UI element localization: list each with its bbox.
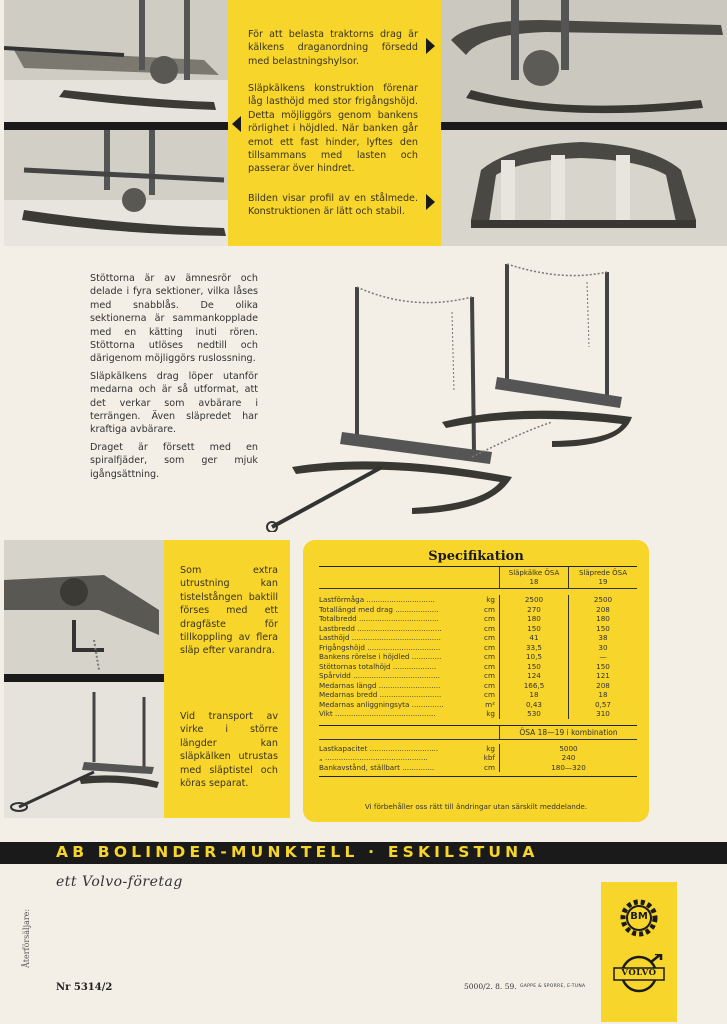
spec-unit: cm: [484, 690, 495, 699]
spec-label: Lastförmåga ..............................: [319, 595, 435, 604]
sled-main-illustration: [262, 252, 642, 532]
spec-label: Medarnas längd ...........................: [319, 680, 441, 690]
spec-table: [319, 566, 637, 777]
spec-value-osa19: 18: [568, 690, 637, 700]
spec-value-osa19: 310: [568, 709, 637, 719]
printer-name: GAPPE & SPORRE, E-TUNA: [520, 984, 586, 989]
spec-row: [319, 614, 637, 624]
spec-label: Totalbredd ...................................: [319, 614, 439, 623]
spec-label: Totallängd med drag ...................: [319, 604, 439, 614]
reseller-label: Återförsäljare:: [22, 908, 31, 968]
combo-row: [319, 753, 637, 763]
spec-unit: cm: [484, 671, 495, 680]
combo-label: Lastkapacitet ..............................: [319, 743, 439, 753]
spec-label: Lasthöjd .......................................: [319, 633, 441, 642]
photo-hitch-closeup: [4, 540, 164, 674]
spec-label: Frigångshöjd ................................: [319, 642, 441, 652]
spec-label: Vikt ............................................: [319, 709, 436, 718]
spec-unit: cm: [484, 661, 495, 671]
drawbar-paragraph: Släpkälkens drag löper utanför medarna och är så utformat, att det verkar som avbärare i terrängen. Även släpredet har kraftiga avbärare.: [90, 370, 258, 436]
combo-header: ÖSA 18—19 i kombination: [499, 726, 637, 739]
spec-label: Spårvidd ......................................: [319, 671, 440, 680]
arrow-right-icon: [426, 194, 435, 210]
spec-value-osa18: 0,43: [499, 700, 568, 710]
combo-unit: kbf: [483, 753, 495, 762]
spec-value-osa19: 121: [568, 671, 637, 681]
spec-unit: cm: [484, 614, 495, 623]
spec-label: Stöttornas totalhöjd ...................: [319, 661, 437, 671]
spec-value-osa19: 180: [568, 614, 637, 624]
middle-description: [90, 272, 258, 481]
spec-row: [319, 700, 637, 710]
spec-row: [319, 605, 637, 615]
spec-unit: kg: [486, 709, 495, 718]
hitch-illustration: [4, 540, 164, 674]
spec-label: Medarnas bredd ...........................: [319, 690, 442, 699]
sled-runner-illustration: [4, 130, 228, 246]
spec-value-osa18: 33,5: [499, 643, 568, 653]
spec-unit: cm: [484, 680, 495, 690]
steel-runner-profile-illustration: [441, 130, 727, 246]
photo-runner-closeup: [441, 0, 727, 122]
tagline: ett Volvo-företag: [56, 874, 183, 890]
spec-value-osa19: 2500: [568, 595, 637, 605]
trailer-text: Vid transport av virke i större längder kan släpkälken utrustas med släptistel och köras separat.: [180, 711, 278, 790]
spec-header-row: [319, 567, 637, 589]
volvo-logo-text: VOLVO: [621, 968, 657, 978]
divider-right: [441, 122, 727, 130]
spec-row: [319, 643, 637, 653]
company-banner: AB BOLINDER-MUNKTELL · ESKILSTUNA: [0, 842, 727, 864]
spec-unit: m²: [485, 699, 495, 709]
spec-label: Medarnas anliggningsyta ..............: [319, 699, 444, 709]
spec-row: [319, 671, 637, 681]
spec-value-osa19: 0,57: [568, 700, 637, 710]
arrow-left-icon: [232, 116, 241, 132]
top-yellow-panel: [228, 0, 441, 246]
spec-value-osa19: 208: [568, 681, 637, 691]
combo-header-row: [319, 726, 637, 740]
arrow-right-icon: [426, 38, 435, 54]
spec-row: [319, 709, 637, 719]
spec-value-osa18: 530: [499, 709, 568, 719]
sled-drawbar-illustration: [4, 0, 228, 122]
logo-panel: [601, 882, 677, 1022]
spec-value-osa18: 180: [499, 614, 568, 624]
combo-rows: [319, 740, 637, 778]
combo-value: 240: [499, 753, 637, 763]
print-info: 5000/2. 8. 59.: [464, 982, 517, 991]
spec-row: [319, 652, 637, 662]
spec-value-osa19: 30: [568, 643, 637, 653]
spec-unit: cm: [484, 623, 495, 633]
col1-header: Släpkälke ÖSA 18: [499, 567, 568, 588]
spec-value-osa18: 124: [499, 671, 568, 681]
spec-unit: cm: [484, 604, 495, 614]
spec-row: [319, 624, 637, 634]
top-text-1: För att belasta traktorns drag är kälkens draganordning försedd med belastningshylsor.: [248, 29, 418, 67]
runner-closeup-illustration: [441, 0, 727, 122]
spec-value-osa18: 41: [499, 633, 568, 643]
combo-unit: kg: [486, 743, 495, 753]
combo-value: 5000: [499, 744, 637, 754]
spec-value-osa18: 10,5: [499, 652, 568, 662]
spec-value-osa19: 38: [568, 633, 637, 643]
doc-number: Nr 5314/2: [56, 982, 113, 993]
divider-left: [4, 122, 228, 130]
photo-runner-lift: [4, 130, 228, 246]
combo-value: 180—320: [499, 763, 637, 773]
spec-value-osa18: 166,5: [499, 681, 568, 691]
spec-panel: [303, 540, 649, 822]
spec-value-osa18: 150: [499, 624, 568, 634]
spec-value-osa19: 150: [568, 662, 637, 672]
combo-row: [319, 744, 637, 754]
spec-label: Lastbredd .....................................: [319, 623, 442, 633]
spec-row: [319, 681, 637, 691]
lower-yellow-panel: [164, 540, 290, 818]
stanchion-paragraph: Stöttorna är av ämnesrör och delade i fyra sektioner, vilka låses med snabblås. De olika sektionerna är sammankopplade med en kätting inuti rören. Stöttorna utlöses nedtill och därigenom möjliggörs ruslossning.: [90, 273, 258, 365]
spec-value-osa18: 150: [499, 662, 568, 672]
col2-header: Släprede ÖSA 19: [568, 567, 637, 588]
spring-paragraph: Draget är försett med en spiralfjäder, som ger mjuk igångsättning.: [90, 441, 258, 480]
top-text-2: Släpkälkens konstruktion förenar låg lasthöjd med stor frigångshöjd. Detta möjliggörs genom bankens rörlighet i höjdled. När banken går emot ett fast hinder, lyftes den tillsammans med lasten och passerar över hindret.: [248, 83, 418, 175]
spec-label: Bankens rörelse i höjdled .............: [319, 652, 442, 661]
spec-value-osa18: 270: [499, 605, 568, 615]
top-text-3: Bilden visar profil av en stålmede. Konstruktionen är lätt och stabil.: [248, 193, 418, 218]
spec-value-osa19: —: [568, 652, 637, 662]
spec-unit: cm: [484, 652, 495, 661]
combo-label: „ .............................................: [319, 753, 428, 762]
spec-row: [319, 633, 637, 643]
spec-title: Specifikation: [428, 549, 524, 564]
spec-row: [319, 595, 637, 605]
spec-value-osa19: 150: [568, 624, 637, 634]
spec-rows: [319, 589, 637, 726]
hitch-text: Som extra utrustning kan tistelstången baktill förses med ett dragfäste för tillkoppling av flera släp efter varandra.: [180, 565, 278, 657]
spec-footnote: Vi förbehåller oss rätt till ändringar utan särskilt meddelande.: [364, 802, 588, 811]
combo-unit: cm: [484, 762, 495, 772]
spec-value-osa18: 18: [499, 690, 568, 700]
combo-row: [319, 763, 637, 773]
photo-separate-trailer: [4, 682, 164, 818]
spec-value-osa19: 208: [568, 605, 637, 615]
photo-drawbar-top: [4, 0, 228, 122]
combo-label: Bankavstånd, ställbart ..............: [319, 762, 435, 772]
spec-value-osa18: 2500: [499, 595, 568, 605]
spec-row: [319, 662, 637, 672]
bm-logo-text: BM: [630, 911, 648, 922]
spec-row: [319, 690, 637, 700]
photo-runner-profile: [441, 130, 727, 246]
spec-unit: kg: [486, 595, 495, 604]
spec-unit: cm: [484, 642, 495, 652]
divider-lower: [4, 674, 164, 682]
spec-unit: cm: [484, 633, 495, 642]
trailer-illustration: [4, 682, 164, 818]
